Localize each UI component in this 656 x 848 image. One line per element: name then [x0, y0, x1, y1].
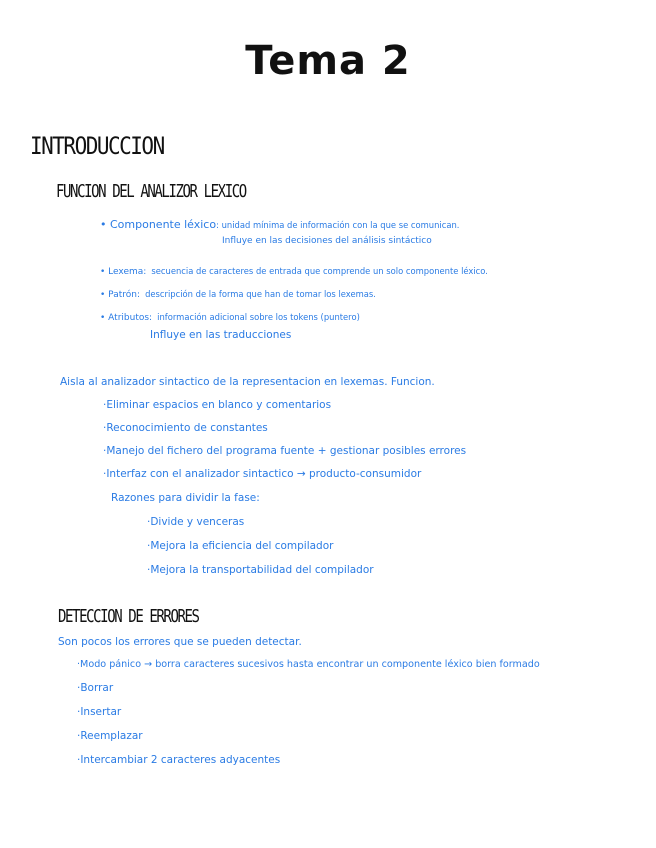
def-atributos: información adicional sobre los tokens (puntero) [157, 312, 360, 322]
reason-item: ·Mejora la transportabilidad del compilador [147, 564, 374, 576]
razones-label: Razones para dividir la fase: [111, 492, 260, 504]
definition-patron [100, 282, 376, 301]
section-heading-introduccion: INTRODUCCION [30, 132, 164, 160]
def-patron: descripción de la forma que han de tomar los lexemas. [145, 289, 376, 299]
def-lexema: secuencia de caracteres de entrada que comprende un solo componente léxico. [151, 266, 488, 276]
function-item: ·Manejo del fichero del programa fuente + gestionar posibles errores [103, 445, 467, 457]
error-item: ·Reemplazar [77, 730, 143, 742]
errores-intro: Son pocos los errores que se pueden detectar. [58, 636, 302, 648]
def-atributos-2: Influye en las traducciones [150, 329, 292, 341]
function-item: ·Reconocimiento de constantes [103, 422, 268, 434]
function-item: ·Eliminar espacios en blanco y comentarios [103, 399, 332, 411]
term-patron: • Patrón: [100, 290, 140, 300]
def-componente-lexico-2: Influye en las decisiones del análisis sintáctico [222, 236, 432, 246]
subheading-funcion-analizador: FUNCION DEL ANALIZOR LEXICO [56, 182, 246, 202]
reason-item: ·Mejora la eficiencia del compilador [147, 540, 334, 552]
term-componente-lexico: • Componente léxico [100, 218, 217, 231]
error-item: ·Insertar [77, 706, 122, 718]
def-componente-lexico: : unidad mínima de información con la que se comunican. [216, 220, 460, 230]
error-item: ·Modo pánico → borra caracteres sucesivos hasta encontrar un componente léxico bien formado [77, 659, 540, 670]
definition-lexema [100, 259, 488, 278]
function-item: ·Interfaz con el analizador sintactico → producto-consumidor [103, 468, 422, 480]
reason-item: ·Divide y venceras [147, 516, 245, 528]
term-lexema: • Lexema: [100, 267, 147, 277]
section-heading-errores: DETECCION DE ERRORES [58, 607, 199, 627]
error-item: ·Borrar [77, 682, 114, 694]
definition-componente-lexico [100, 213, 459, 232]
aisla-text: Aisla al analizador sintactico de la representacion en lexemas. Funcion. [60, 376, 435, 388]
definition-atributos [100, 305, 360, 324]
term-atributos: • Atributos: [100, 313, 153, 323]
page-title: Tema 2 [245, 38, 411, 84]
error-item: ·Intercambiar 2 caracteres adyacentes [77, 754, 281, 766]
